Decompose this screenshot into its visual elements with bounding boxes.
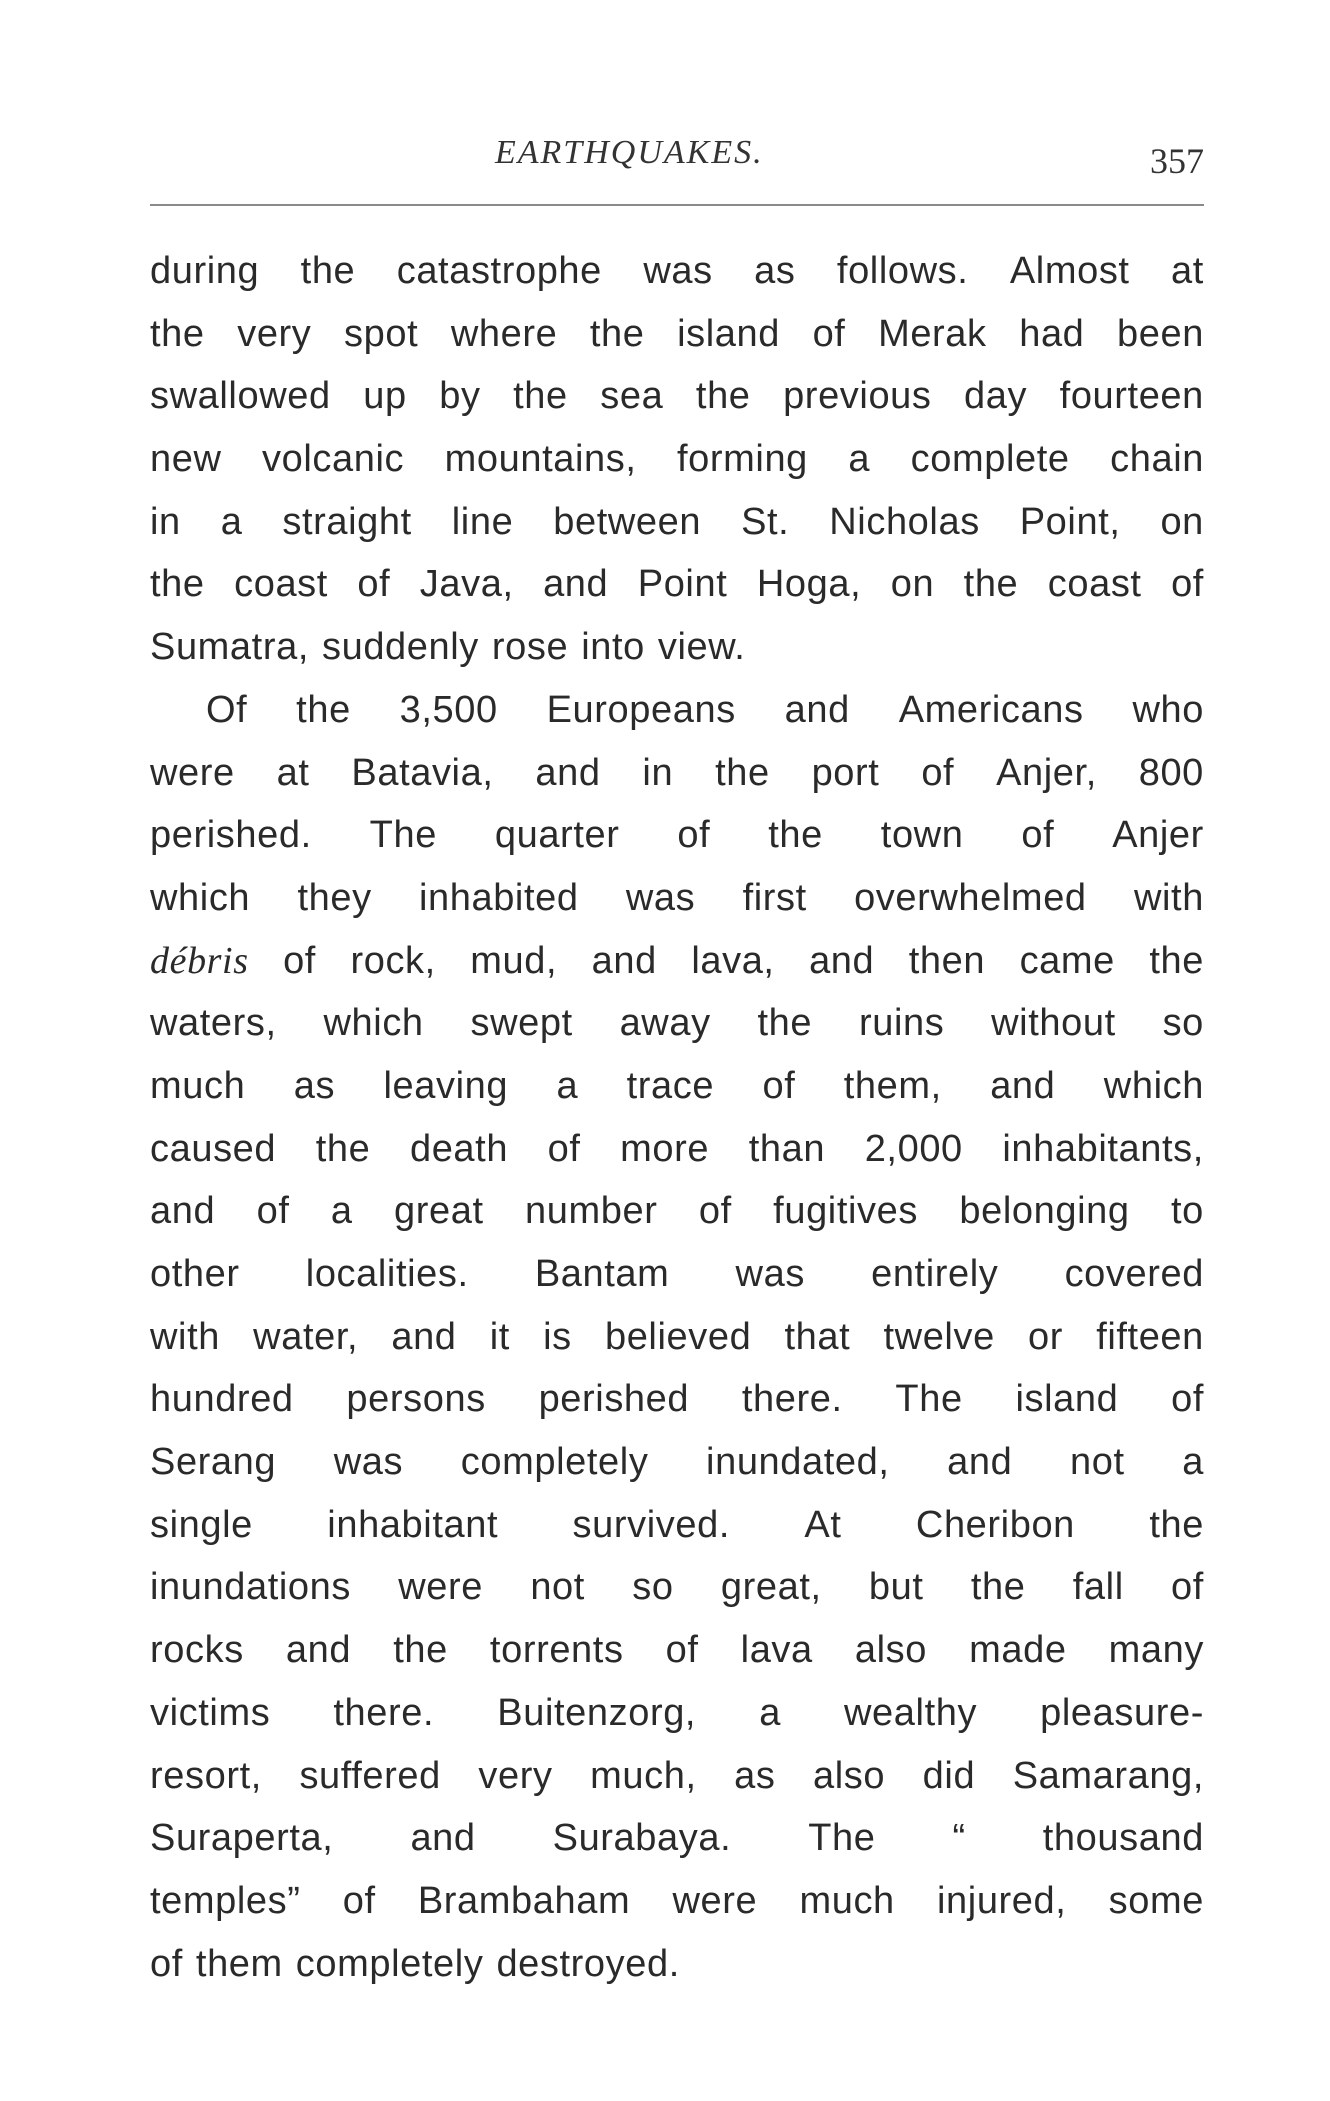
- word: at: [276, 751, 310, 794]
- word: hundred: [150, 1378, 294, 1421]
- word: them,: [843, 1064, 942, 1107]
- word: The: [369, 814, 437, 857]
- word: of: [698, 1190, 732, 1233]
- word: many: [1108, 1629, 1204, 1672]
- word: who: [1132, 688, 1204, 731]
- word: so: [632, 1566, 674, 1609]
- word: water,: [253, 1315, 359, 1358]
- word: catastrophe: [396, 250, 602, 292]
- text-line: [150, 930, 1204, 993]
- word: chain: [1110, 438, 1204, 481]
- word: St.: [741, 500, 790, 543]
- word: the: [150, 563, 205, 606]
- word: caused: [150, 1127, 277, 1170]
- word: inhabited: [418, 876, 579, 919]
- word: in: [642, 751, 674, 794]
- word: on: [890, 563, 935, 606]
- word: and: [150, 1190, 216, 1233]
- word: a: [848, 438, 871, 481]
- word: thousand: [1042, 1817, 1204, 1860]
- word: Brambaham: [417, 1879, 631, 1922]
- word: resort,: [150, 1754, 262, 1797]
- word: inhabitants,: [1002, 1127, 1204, 1170]
- text-line: [150, 1243, 1204, 1306]
- word: sea: [600, 375, 664, 418]
- word: Europeans: [546, 688, 736, 731]
- word: Almost: [1009, 250, 1130, 292]
- word: swallowed: [150, 375, 331, 418]
- word: that: [784, 1315, 851, 1358]
- word: of: [1171, 563, 1204, 606]
- word: without: [991, 1002, 1116, 1045]
- word: at: [1171, 250, 1204, 292]
- word: of: [762, 1064, 796, 1107]
- word: entirely: [871, 1253, 999, 1295]
- word: Buitenzorg,: [497, 1691, 697, 1734]
- word: Sumatra,: [150, 626, 309, 669]
- word: the: [296, 688, 351, 731]
- word: and: [809, 939, 875, 982]
- word: Nicholas: [829, 500, 980, 543]
- word: perished.: [150, 814, 312, 857]
- text-line: [150, 303, 1204, 366]
- word: them: [195, 1942, 283, 1985]
- word: fifteen: [1096, 1315, 1204, 1358]
- word: Serang: [150, 1441, 277, 1484]
- word: and: [784, 688, 850, 731]
- word: of: [150, 1942, 183, 1985]
- body-text: [150, 240, 1204, 1995]
- text-line: [150, 491, 1204, 554]
- word: swept: [470, 1002, 573, 1045]
- word: coast: [234, 563, 328, 606]
- word: there.: [333, 1691, 435, 1734]
- word: leaving: [383, 1064, 509, 1107]
- word: much: [799, 1879, 895, 1922]
- word: much: [150, 1064, 246, 1107]
- word: of: [665, 1629, 699, 1672]
- text-line: [150, 1556, 1204, 1619]
- word: the: [695, 375, 751, 418]
- word: survived.: [572, 1503, 730, 1546]
- word: spot: [344, 312, 419, 355]
- word: the: [513, 375, 568, 418]
- text-line: [150, 553, 1204, 616]
- word: more: [620, 1127, 710, 1170]
- word: by: [439, 375, 481, 418]
- word: and: [543, 563, 609, 606]
- word: into: [581, 626, 645, 669]
- word: suddenly: [321, 626, 479, 669]
- text-line: [150, 1368, 1204, 1431]
- word: twelve: [883, 1315, 995, 1358]
- word: of: [547, 1127, 581, 1170]
- word: they: [297, 876, 372, 919]
- word: is: [543, 1315, 572, 1358]
- word: fall: [1072, 1566, 1124, 1609]
- word: came: [1019, 939, 1115, 982]
- word: a: [330, 1190, 353, 1233]
- word: inundations: [150, 1566, 351, 1609]
- word: view.: [657, 626, 746, 669]
- word: Point,: [1019, 500, 1121, 543]
- word: lava,: [691, 939, 775, 982]
- word: the: [768, 814, 823, 857]
- word: very: [237, 312, 312, 355]
- word: great,: [720, 1566, 822, 1609]
- word: island: [1015, 1378, 1119, 1421]
- word: 2,000: [864, 1127, 963, 1170]
- word: localities.: [305, 1253, 469, 1295]
- word: much,: [590, 1754, 697, 1797]
- word: of: [921, 751, 955, 794]
- word: were: [672, 1879, 758, 1922]
- word: of: [283, 939, 316, 982]
- word: also: [813, 1754, 886, 1797]
- word: Of: [206, 688, 248, 731]
- word: the: [757, 1002, 813, 1045]
- word: did: [922, 1754, 976, 1797]
- word: of: [1171, 1378, 1204, 1421]
- text-line: [150, 428, 1204, 491]
- word: and: [990, 1064, 1056, 1107]
- word: Surabaya.: [552, 1817, 732, 1860]
- word: line: [451, 500, 514, 543]
- text-line: [150, 742, 1204, 805]
- word: so: [1162, 1002, 1204, 1045]
- word: as: [754, 250, 796, 292]
- word: ruins: [858, 1002, 945, 1045]
- word: belonging: [959, 1190, 1130, 1233]
- word: the: [970, 1566, 1026, 1609]
- word: coast: [1047, 563, 1142, 606]
- word: a: [220, 500, 243, 543]
- word: waters,: [150, 1002, 277, 1045]
- text-line: [150, 240, 1204, 303]
- text-line: [150, 365, 1204, 428]
- word: was: [643, 250, 713, 292]
- word: complete: [910, 438, 1070, 481]
- running-title: EARTHQUAKES.: [495, 134, 764, 171]
- word: the: [715, 751, 770, 794]
- word: with: [150, 1315, 220, 1358]
- word: been: [1117, 312, 1204, 355]
- word: were: [398, 1566, 484, 1609]
- word: the: [393, 1629, 448, 1672]
- word: of: [357, 563, 391, 606]
- word: completely: [295, 1942, 484, 1985]
- word: made: [969, 1629, 1067, 1672]
- word: very: [478, 1754, 553, 1797]
- word: wealthy: [844, 1691, 978, 1734]
- word: the: [589, 312, 645, 355]
- text-line: [150, 616, 1204, 679]
- word: during: [150, 250, 260, 292]
- word: death: [409, 1127, 509, 1170]
- word: the: [300, 250, 356, 292]
- word: not: [1070, 1441, 1125, 1484]
- text-line: [150, 1745, 1204, 1808]
- word: which: [323, 1002, 424, 1045]
- text-line: [150, 1180, 1204, 1243]
- word: other: [150, 1253, 240, 1295]
- word: the: [963, 563, 1019, 606]
- word: fugitives: [773, 1190, 918, 1233]
- word: débris: [150, 939, 249, 982]
- running-head: [150, 130, 1204, 180]
- word: the: [150, 312, 205, 355]
- word: perished: [538, 1378, 690, 1421]
- word: it: [489, 1315, 510, 1358]
- word: injured,: [937, 1879, 1067, 1922]
- word: port: [811, 751, 880, 794]
- word: town: [880, 814, 964, 857]
- word: quarter: [494, 814, 620, 857]
- word: Merak: [878, 312, 987, 355]
- word: as: [293, 1064, 336, 1107]
- word: torrents: [489, 1629, 624, 1672]
- word: forming: [677, 438, 808, 481]
- word: on: [1160, 500, 1204, 543]
- word: overwhelmed: [854, 876, 1087, 919]
- word: At: [804, 1503, 842, 1546]
- word: pleasure-: [1040, 1691, 1204, 1734]
- word: number: [525, 1190, 658, 1233]
- word: persons: [346, 1378, 486, 1421]
- word: “: [952, 1817, 966, 1860]
- word: a: [1182, 1441, 1204, 1484]
- word: Americans: [898, 688, 1084, 731]
- word: trace: [626, 1064, 715, 1107]
- word: of: [256, 1190, 290, 1233]
- word: and: [285, 1629, 352, 1672]
- word: of: [1171, 1566, 1204, 1609]
- word: to: [1171, 1190, 1204, 1233]
- word: The: [895, 1378, 963, 1421]
- word: as: [734, 1754, 776, 1797]
- word: believed: [604, 1315, 752, 1358]
- word: the: [1149, 939, 1204, 982]
- word: The: [808, 1817, 876, 1860]
- text-line: [150, 1494, 1204, 1557]
- word: covered: [1064, 1253, 1204, 1295]
- word: new: [150, 438, 222, 481]
- word: single: [150, 1503, 253, 1546]
- word: the: [315, 1127, 371, 1170]
- word: some: [1108, 1879, 1204, 1922]
- word: Bantam: [534, 1253, 670, 1295]
- word: inhabitant: [327, 1503, 499, 1546]
- word: of: [342, 1879, 376, 1922]
- word: was: [333, 1441, 404, 1484]
- word: away: [619, 1002, 711, 1045]
- word: but: [868, 1566, 924, 1609]
- word: of: [677, 814, 711, 857]
- word: also: [854, 1629, 927, 1672]
- word: was: [625, 876, 696, 919]
- word: straight: [282, 500, 412, 543]
- page-number: 357: [1150, 141, 1204, 181]
- word: 3,500: [399, 688, 498, 731]
- word: Samarang,: [1012, 1754, 1204, 1797]
- word: and: [535, 751, 601, 794]
- text-line: [150, 1306, 1204, 1369]
- word: island: [677, 312, 780, 355]
- word: Hoga,: [756, 563, 862, 606]
- text-line: [150, 1619, 1204, 1682]
- word: previous: [783, 375, 932, 418]
- text-line: [150, 1870, 1204, 1933]
- word: and: [591, 939, 657, 982]
- word: a: [556, 1064, 579, 1107]
- word: Point: [637, 563, 728, 606]
- word: completely: [460, 1441, 649, 1484]
- text-line: [150, 1807, 1204, 1870]
- word: mountains,: [444, 438, 637, 481]
- word: destroyed.: [496, 1942, 680, 1985]
- text-line: [150, 1118, 1204, 1181]
- word: between: [553, 500, 702, 543]
- text-line: [150, 1933, 1204, 1996]
- text-line: [150, 679, 1204, 742]
- word: suffered: [299, 1754, 441, 1797]
- word: of: [812, 312, 846, 355]
- word: temples”: [150, 1879, 301, 1922]
- word: volcanic: [262, 438, 405, 481]
- word: than: [748, 1127, 826, 1170]
- word: and: [410, 1817, 476, 1860]
- word: or: [1028, 1315, 1063, 1358]
- word: had: [1019, 312, 1085, 355]
- word: first: [742, 876, 807, 919]
- word: follows.: [836, 250, 969, 292]
- word: up: [363, 375, 407, 418]
- word: was: [735, 1253, 805, 1295]
- word: not: [530, 1566, 585, 1609]
- word: rock,: [350, 939, 436, 982]
- word: Suraperta,: [150, 1817, 334, 1860]
- text-line: [150, 1682, 1204, 1745]
- word: Anjer: [1112, 814, 1204, 857]
- word: and: [391, 1315, 457, 1358]
- word: inundated,: [706, 1441, 890, 1484]
- text-line: [150, 1431, 1204, 1494]
- text-line: [150, 804, 1204, 867]
- word: and: [947, 1441, 1013, 1484]
- word: the: [1149, 1503, 1204, 1546]
- word: of: [1021, 814, 1055, 857]
- word: Java,: [419, 563, 514, 606]
- word: a: [759, 1691, 781, 1734]
- word: day: [964, 375, 1028, 418]
- word: Cheribon: [915, 1503, 1075, 1546]
- header-rule: [150, 204, 1204, 206]
- text-line: [150, 867, 1204, 930]
- word: fourteen: [1059, 375, 1204, 418]
- word: in: [150, 500, 181, 543]
- word: mud,: [470, 939, 558, 982]
- word: where: [450, 312, 558, 355]
- word: lava: [740, 1629, 813, 1672]
- word: rose: [491, 626, 569, 669]
- word: were: [150, 751, 235, 794]
- word: with: [1133, 876, 1204, 919]
- text-line: [150, 992, 1204, 1055]
- word: there.: [741, 1378, 843, 1421]
- word: rocks: [150, 1629, 244, 1672]
- word: which: [1103, 1064, 1204, 1107]
- word: 800: [1138, 751, 1204, 794]
- word: then: [908, 939, 986, 982]
- word: Batavia,: [351, 751, 494, 794]
- word: Anjer,: [996, 751, 1097, 794]
- word: victims: [150, 1691, 271, 1734]
- text-line: [150, 1055, 1204, 1118]
- word: which: [150, 876, 251, 919]
- word: great: [394, 1190, 484, 1233]
